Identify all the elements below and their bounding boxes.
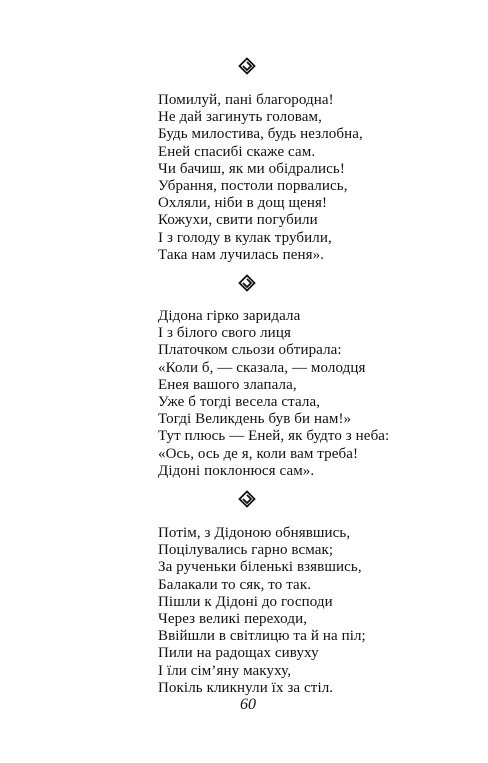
verse-line: Поцілувались гарно всмак; [158,542,334,559]
stanza-1 [158,92,363,264]
verse-line: Помилуй, пані благородна! [158,92,334,108]
verse-line: Убрання, постоли порвались, [158,178,348,195]
verse-line: Дідона гірко заридала [158,308,301,324]
verse-line: Пили на радощах сивуху [158,645,319,662]
verse-line: Така нам лучилась пеня». [158,246,325,263]
verse-line: Покіль кликнули їх за стіл. [158,679,334,696]
verse-line: Платочком сльози обтирала: [158,342,342,359]
verse-line: Балакали то сяк, то так. [158,576,312,593]
ornament-icon [238,490,256,508]
verse-line: Ввійшли в світлицю та й на піл; [158,628,366,645]
verse-line: Пішли к Дідоні до господи [158,593,333,610]
verse-line: Кожухи, свити погубили [158,212,318,229]
verse-line: Потім, з Дідоною обнявшись, [158,525,351,541]
stanza-3 [158,525,366,697]
verse-line: Уже б тогді весела стала, [158,394,321,411]
ornament-icon [238,274,256,292]
verse-line: Дідоні поклонюся сам». [158,462,315,479]
verse-line: За рученьки біленькі взявшись, [158,559,362,576]
verse-line: І з білого свого лиця [158,325,291,342]
verse-line: Охляли, ніби в дощ щеня! [158,195,328,212]
verse-line: Не дай загинуть головам, [158,109,322,126]
verse-line: Енея вашого злапала, [158,376,297,393]
verse-line: «Коли б, — сказала, — молодця [158,359,366,376]
verse-line: І з голоду в кулак трубили, [158,229,332,246]
verse-line: Тогді Великдень був би нам!» [158,411,352,428]
verse-line: Через великі переходи, [158,611,308,628]
ornament-icon [238,57,256,75]
verse-line: Еней спасибі скаже сам. [158,143,316,160]
stanza-2 [158,308,389,480]
verse-line: «Ось, ось де я, коли вам треба! [158,445,359,462]
verse-line: Тут плюсь — Еней, як будто з неба: [158,428,390,445]
verse-line: І їли сім’яну макуху, [158,662,292,679]
verse-line: Чи бачиш, як ми обідрались! [158,160,345,177]
verse-line: Будь милостива, будь незлобна, [158,126,363,143]
page-number: 60 [240,696,256,713]
